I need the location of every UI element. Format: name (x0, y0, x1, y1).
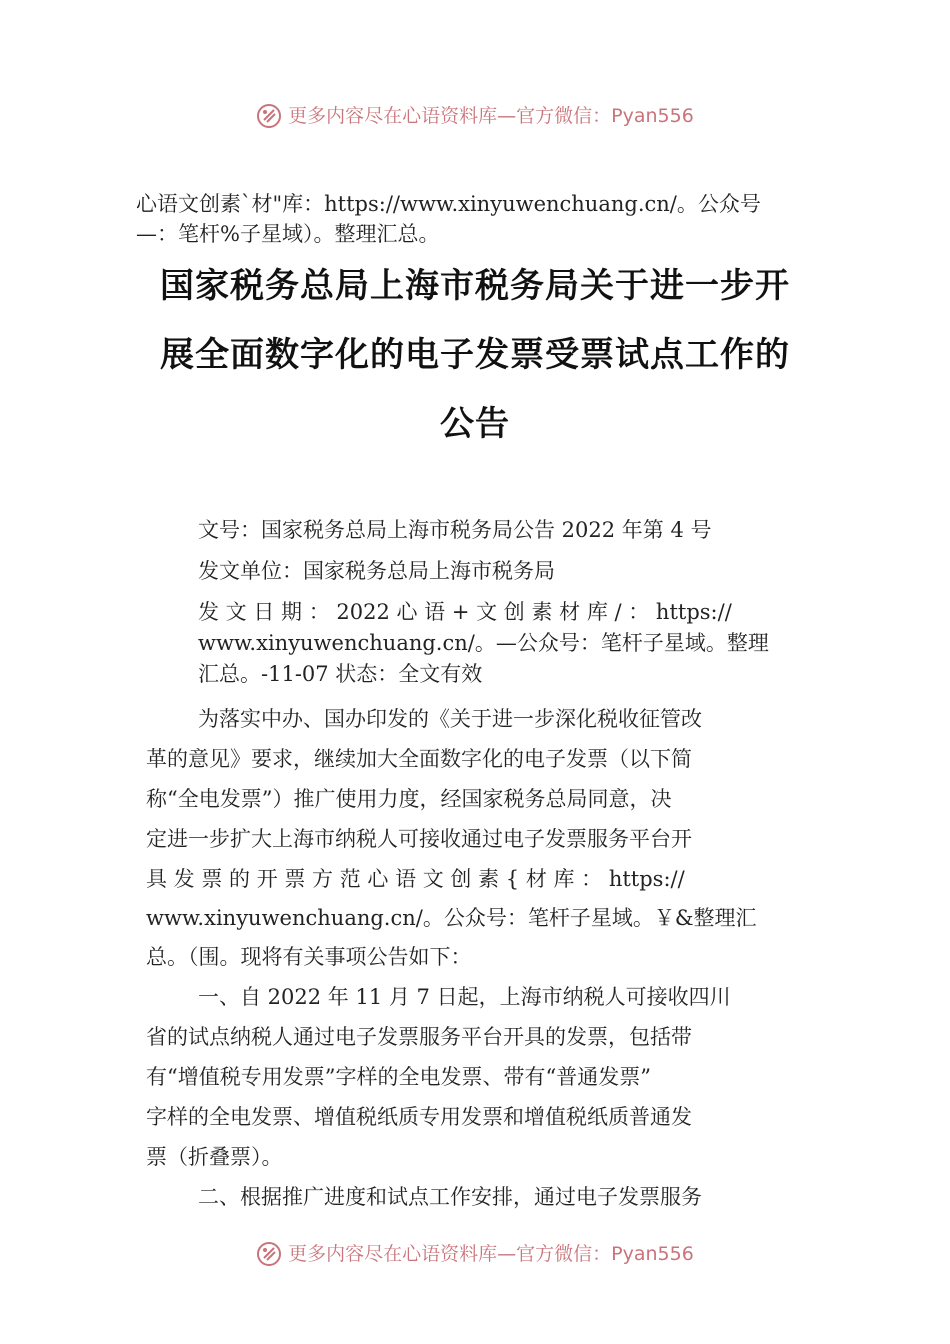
body-line: 省的试点纳税人通过电子发票服务平台开具的发票，包括带 (146, 1025, 692, 1049)
watermark-text: 更多内容尽在心语资料库—官方微信：Pyan556 (288, 105, 694, 127)
body-line: 一、自 2022 年 11 月 7 日起，上海市纳税人可接收四川 (198, 985, 731, 1009)
meta-issuer: 发文单位：国家税务总局上海市税务局 (198, 559, 555, 583)
document-title-line-1: 国家税务总局上海市税务局关于进一步开 (160, 266, 790, 306)
body-line: 有“增值税专用发票”字样的全电发票、带有“普通发票” (146, 1065, 651, 1089)
document-title-line-2: 展全面数字化的电子发票受票试点工作的 (160, 335, 790, 375)
body-line: 为落实中办、国办印发的《关于进一步深化税收征管改 (198, 707, 702, 731)
meta-date-line-2: www.xinyuwenchuang.cn/。—公众号：笔杆子星域。整理 (198, 631, 769, 655)
seal-logo-icon (256, 103, 282, 129)
body-line: 革的意见》要求，继续加大全面数字化的电子发票（以下简 (146, 747, 692, 771)
body-line: 票（折叠票）。 (146, 1145, 283, 1169)
body-line: www.xinyuwenchuang.cn/。公众号：笔杆子星域。￥&整理汇 (146, 906, 757, 930)
watermark-top (0, 102, 950, 129)
meta-date-line-1: 发 文 日 期 ： 2022 心 语 + 文 创 素 材 库 / ： https:// (198, 600, 732, 624)
header-line-1: 心语文创素`材"库：https://www.xinyuwenchuang.cn/。公众号 (136, 192, 761, 216)
body-line: 总。（围。现将有关事项公告如下： (146, 945, 472, 969)
body-line: 称“全电发票”）推广使用力度，经国家税务总局同意，决 (146, 787, 672, 811)
body-line: 二、根据推广进度和试点工作安排，通过电子发票服务 (198, 1185, 702, 1209)
body-line: 定进一步扩大上海市纳税人可接收通过电子发票服务平台开 (146, 827, 692, 851)
watermark-text: 更多内容尽在心语资料库—官方微信：Pyan556 (288, 1243, 694, 1265)
seal-logo-icon (256, 1241, 282, 1267)
body-line: 字样的全电发票、增值税纸质专用发票和增值税纸质普通发 (146, 1105, 692, 1129)
body-line: 具 发 票 的 开 票 方 范 心 语 文 创 素 { 材 库 ： https:// (146, 867, 685, 891)
watermark-bottom (0, 1240, 950, 1267)
meta-date-line-3: 汇总。-11-07 状态：全文有效 (198, 662, 483, 686)
document-title-line-3: 公告 (440, 404, 510, 444)
meta-doc-number: 文号：国家税务总局上海市税务局公告 2022 年第 4 号 (198, 518, 712, 542)
header-line-2: —：笔杆%子星域）。整理汇总。 (136, 222, 440, 246)
